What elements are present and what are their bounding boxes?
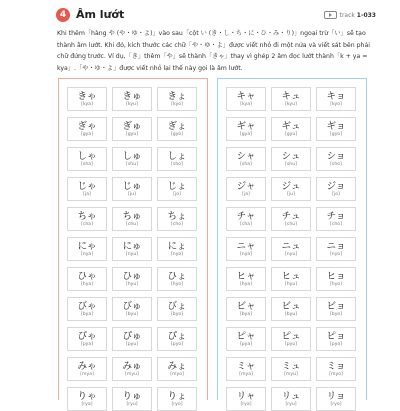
katakana-romaji: [byu] (284, 311, 298, 317)
katakana-kana: キュ (281, 90, 301, 102)
hiragana-romaji: [ja] (83, 191, 91, 197)
katakana-romaji: [pyu] (284, 341, 298, 347)
katakana-cell (226, 297, 266, 321)
katakana-cell (226, 357, 266, 381)
katakana-kana: ミャ (236, 360, 256, 372)
katakana-romaji: [nyo] (329, 251, 343, 257)
katakana-romaji: [gyo] (329, 131, 343, 137)
katakana-romaji: [ju] (287, 191, 295, 197)
hiragana-romaji: [gya] (80, 131, 94, 137)
hiragana-kana: ぴゃ (77, 330, 97, 342)
hiragana-cell (112, 207, 152, 231)
katakana-kana: ニャ (236, 240, 256, 252)
katakana-kana: チュ (281, 210, 301, 222)
katakana-kana: シュ (281, 150, 301, 162)
hiragana-cell (67, 327, 107, 351)
katakana-romaji: [kya] (240, 101, 252, 107)
section-header (56, 8, 376, 26)
hiragana-romaji: [pyu] (125, 341, 139, 347)
hiragana-kana: びゅ (122, 300, 142, 312)
hiragana-kana: にゃ (77, 240, 97, 252)
hiragana-romaji: [sha] (81, 161, 93, 167)
hiragana-cell (157, 327, 197, 351)
katakana-cell (271, 207, 311, 231)
katakana-romaji: [cha] (240, 221, 252, 227)
hiragana-cell (67, 147, 107, 171)
hiragana-romaji: [cho] (171, 221, 183, 227)
hiragana-cell (157, 267, 197, 291)
katakana-grid (226, 87, 358, 411)
hiragana-romaji: [kya] (81, 101, 93, 107)
katakana-romaji: [hya] (239, 281, 253, 287)
hiragana-romaji: [hyu] (125, 281, 139, 287)
katakana-cell (271, 87, 311, 111)
hiragana-cell (67, 117, 107, 141)
hiragana-kana: ひゅ (122, 270, 142, 282)
hiragana-romaji: [sho] (171, 161, 183, 167)
hiragana-romaji: [gyu] (125, 131, 139, 137)
katakana-cell (316, 297, 356, 321)
hiragana-cell (112, 87, 152, 111)
katakana-kana: ビュ (281, 300, 301, 312)
katakana-cell (271, 237, 311, 261)
katakana-romaji: [ryu] (285, 401, 297, 407)
hiragana-cell (67, 357, 107, 381)
katakana-cell (226, 267, 266, 291)
katakana-kana: ギャ (236, 120, 256, 132)
katakana-cell (271, 387, 311, 411)
hiragana-cell (112, 297, 152, 321)
intro-line: kya」.「や・ゆ・よ」được viết nhỏ lại thế này gọi là âm lướt. (57, 64, 243, 72)
hiragana-cell (157, 87, 197, 111)
hiragana-cell (157, 237, 197, 261)
katakana-kana: ギョ (326, 120, 346, 132)
katakana-kana: ジョ (326, 180, 346, 192)
hiragana-romaji: [nyu] (125, 251, 139, 257)
hiragana-kana: ひゃ (77, 270, 97, 282)
katakana-romaji: [cho] (330, 221, 342, 227)
track-number: 1-033 (356, 11, 376, 19)
katakana-kana: チャ (236, 210, 256, 222)
hiragana-cell (157, 387, 197, 411)
hiragana-kana: きゅ (122, 90, 142, 102)
katakana-cell (271, 297, 311, 321)
hiragana-kana: ぴゅ (122, 330, 142, 342)
katakana-romaji: [jo] (332, 191, 340, 197)
hiragana-kana: ちょ (167, 210, 187, 222)
katakana-romaji: [myo] (329, 371, 343, 377)
katakana-romaji: [kyu] (285, 101, 297, 107)
hiragana-kana: ひょ (167, 270, 187, 282)
katakana-cell (226, 207, 266, 231)
hiragana-romaji: [nyo] (170, 251, 184, 257)
hiragana-romaji: [myu] (125, 371, 139, 377)
hiragana-cell (157, 357, 197, 381)
katakana-romaji: [hyo] (329, 281, 343, 287)
hiragana-romaji: [ryu] (126, 401, 138, 407)
hiragana-romaji: [chu] (126, 221, 138, 227)
hiragana-cell (67, 207, 107, 231)
katakana-romaji: [nyu] (284, 251, 298, 257)
katakana-romaji: [kyo] (330, 101, 342, 107)
katakana-romaji: [mya] (239, 371, 253, 377)
hiragana-kana: しょ (167, 150, 187, 162)
hiragana-cell (157, 117, 197, 141)
hiragana-kana: じゅ (122, 180, 142, 192)
katakana-romaji: [ryo] (330, 401, 342, 407)
katakana-kana: ヒャ (236, 270, 256, 282)
hiragana-kana: にゅ (122, 240, 142, 252)
katakana-romaji: [hyu] (284, 281, 298, 287)
katakana-kana: ニョ (326, 240, 346, 252)
hiragana-romaji: [pya] (80, 341, 94, 347)
hiragana-kana: ぴょ (167, 330, 187, 342)
katakana-cell (316, 327, 356, 351)
katakana-kana: ニュ (281, 240, 301, 252)
hiragana-kana: じゃ (77, 180, 97, 192)
hiragana-kana: ちゅ (122, 210, 142, 222)
katakana-kana: ビョ (326, 300, 346, 312)
katakana-kana: ショ (326, 150, 346, 162)
katakana-romaji: [bya] (239, 311, 253, 317)
headphones-icon (324, 11, 337, 19)
katakana-kana: ピャ (236, 330, 256, 342)
hiragana-romaji: [hyo] (170, 281, 184, 287)
hiragana-cell (157, 297, 197, 321)
hiragana-kana: ぎょ (167, 120, 187, 132)
hiragana-romaji: [mya] (80, 371, 94, 377)
intro-line: Khi thêm「hàng や (や・ゆ・よ)」vào sau「cột い (き・し・ち・に・ひ・み・り)」ngoại trừ「い」sẽ tạo (57, 30, 366, 37)
hiragana-kana: りゃ (77, 390, 97, 402)
katakana-romaji: [pya] (239, 341, 253, 347)
hiragana-kana: きゃ (77, 90, 97, 102)
katakana-romaji: [myu] (284, 371, 298, 377)
katakana-kana: リュ (281, 390, 301, 402)
katakana-cell (316, 237, 356, 261)
katakana-romaji: [sho] (330, 161, 342, 167)
hiragana-kana: じょ (167, 180, 187, 192)
katakana-cell (316, 207, 356, 231)
katakana-cell (271, 327, 311, 351)
katakana-kana: リョ (326, 390, 346, 402)
katakana-cell (271, 357, 311, 381)
hiragana-kana: きょ (167, 90, 187, 102)
katakana-cell (226, 327, 266, 351)
katakana-kana: キャ (236, 90, 256, 102)
katakana-kana: シャ (236, 150, 256, 162)
katakana-cell (226, 87, 266, 111)
intro-line: chữ đứng trước. Ví dụ,「き」thêm「や」sẽ thành「きゃ」thay vì ghép 2 âm đọc lướt thành「k + ya = (57, 53, 368, 60)
intro-line: thành âm lướt. Khi đó, kích thước các chữ「や・ゆ・よ」được viết nhỏ đi một nửa và viết sát bên phải (57, 41, 370, 49)
katakana-kana: ミュ (281, 360, 301, 372)
hiragana-table (58, 78, 208, 407)
hiragana-romaji: [byo] (170, 311, 184, 317)
hiragana-kana: びゃ (77, 300, 97, 312)
katakana-kana: ヒョ (326, 270, 346, 282)
hiragana-kana: しゅ (122, 150, 142, 162)
katakana-kana: ギュ (281, 120, 301, 132)
hiragana-cell (67, 237, 107, 261)
hiragana-kana: みゃ (77, 360, 97, 372)
hiragana-cell (112, 357, 152, 381)
katakana-cell (226, 177, 266, 201)
katakana-kana: ジュ (281, 180, 301, 192)
katakana-cell (316, 117, 356, 141)
katakana-cell (271, 177, 311, 201)
hiragana-kana: にょ (167, 240, 187, 252)
hiragana-kana: しゃ (77, 150, 97, 162)
hiragana-cell (112, 327, 152, 351)
track-label: track 1-033 (339, 11, 376, 19)
hiragana-grid (67, 87, 199, 411)
hiragana-kana: りゅ (122, 390, 142, 402)
katakana-cell (316, 267, 356, 291)
katakana-kana: ミョ (326, 360, 346, 372)
hiragana-romaji: [rya] (81, 401, 93, 407)
katakana-kana: ビャ (236, 300, 256, 312)
hiragana-cell (112, 387, 152, 411)
hiragana-kana: みょ (167, 360, 187, 372)
katakana-cell (226, 117, 266, 141)
katakana-cell (316, 357, 356, 381)
hiragana-kana: みゅ (122, 360, 142, 372)
katakana-cell (316, 387, 356, 411)
hiragana-cell (157, 207, 197, 231)
katakana-romaji: [byo] (329, 311, 343, 317)
katakana-romaji: [gyu] (284, 131, 298, 137)
audio-track[interactable] (324, 11, 376, 19)
hiragana-romaji: [hya] (80, 281, 94, 287)
katakana-romaji: [pyo] (329, 341, 343, 347)
hiragana-romaji: [pyo] (170, 341, 184, 347)
hiragana-cell (67, 87, 107, 111)
section-number-badge: 4 (56, 8, 70, 22)
hiragana-kana: びょ (167, 300, 187, 312)
katakana-kana: ピョ (326, 330, 346, 342)
katakana-cell (271, 267, 311, 291)
hiragana-cell (157, 177, 197, 201)
hiragana-cell (112, 147, 152, 171)
katakana-kana: ヒュ (281, 270, 301, 282)
katakana-romaji: [gya] (239, 131, 253, 137)
hiragana-cell (67, 387, 107, 411)
hiragana-kana: ぎゅ (122, 120, 142, 132)
katakana-cell (316, 87, 356, 111)
hiragana-romaji: [cha] (81, 221, 93, 227)
katakana-cell (316, 177, 356, 201)
hiragana-romaji: [shu] (126, 161, 138, 167)
intro-paragraph (57, 28, 375, 74)
hiragana-romaji: [ju] (128, 191, 136, 197)
katakana-cell (271, 117, 311, 141)
hiragana-romaji: [nya] (80, 251, 94, 257)
hiragana-cell (67, 297, 107, 321)
hiragana-romaji: [bya] (80, 311, 94, 317)
hiragana-romaji: [myo] (170, 371, 184, 377)
katakana-romaji: [chu] (285, 221, 297, 227)
hiragana-cell (112, 267, 152, 291)
katakana-romaji: [shu] (285, 161, 297, 167)
hiragana-cell (157, 147, 197, 171)
katakana-romaji: [nya] (239, 251, 253, 257)
section-title: Âm lướt (76, 8, 125, 21)
katakana-kana: ピュ (281, 330, 301, 342)
hiragana-romaji: [jo] (173, 191, 181, 197)
hiragana-cell (112, 117, 152, 141)
hiragana-romaji: [gyo] (170, 131, 184, 137)
katakana-romaji: [sha] (240, 161, 252, 167)
katakana-kana: キョ (326, 90, 346, 102)
hiragana-cell (112, 237, 152, 261)
katakana-kana: ジャ (236, 180, 256, 192)
hiragana-cell (67, 267, 107, 291)
katakana-cell (226, 237, 266, 261)
katakana-romaji: [rya] (240, 401, 252, 407)
hiragana-cell (67, 177, 107, 201)
katakana-kana: チョ (326, 210, 346, 222)
hiragana-cell (112, 177, 152, 201)
hiragana-kana: ぎゃ (77, 120, 97, 132)
hiragana-romaji: [ryo] (171, 401, 183, 407)
katakana-table (217, 78, 367, 407)
katakana-cell (226, 147, 266, 171)
katakana-cell (316, 147, 356, 171)
hiragana-romaji: [kyu] (126, 101, 138, 107)
hiragana-kana: ちゃ (77, 210, 97, 222)
hiragana-romaji: [byu] (125, 311, 139, 317)
hiragana-kana: りょ (167, 390, 187, 402)
hiragana-romaji: [kyo] (171, 101, 183, 107)
katakana-kana: リャ (236, 390, 256, 402)
katakana-romaji: [ja] (242, 191, 250, 197)
katakana-cell (271, 147, 311, 171)
katakana-cell (226, 387, 266, 411)
